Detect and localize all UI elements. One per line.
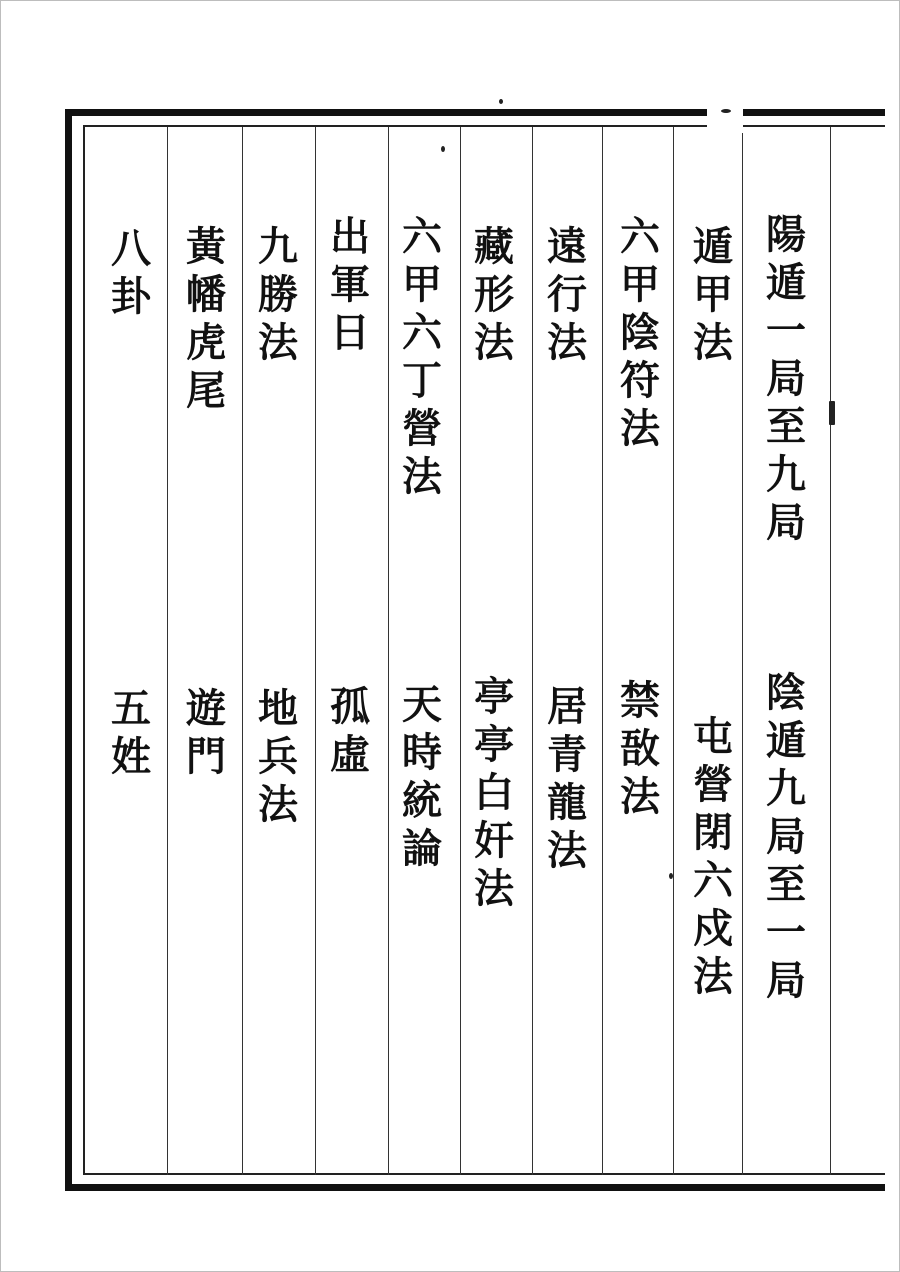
toc-character: 青	[547, 731, 587, 778]
column-divider	[830, 127, 831, 1175]
toc-column-7-bottom	[315, 683, 385, 779]
toc-character: 形	[474, 271, 514, 318]
toc-entry	[610, 677, 670, 821]
toc-character: 遁	[693, 223, 733, 270]
toc-character: 尾	[186, 367, 226, 414]
toc-character: 甲	[402, 261, 442, 308]
toc-entry	[756, 669, 816, 1005]
toc-character: 論	[402, 825, 442, 872]
toc-character: 白	[474, 769, 514, 816]
toc-character: 行	[547, 271, 587, 318]
toc-character: 日	[330, 309, 370, 356]
toc-entry	[392, 681, 452, 873]
ink-speck	[441, 146, 445, 152]
toc-character: 法	[620, 773, 660, 820]
toc-character: 天	[402, 681, 442, 728]
toc-character: 六	[402, 213, 442, 260]
toc-character: 九	[258, 223, 298, 270]
toc-character: 龍	[547, 779, 587, 826]
toc-character: 閉	[693, 809, 733, 856]
toc-character: 黃	[186, 223, 226, 270]
toc-entry	[101, 685, 161, 781]
toc-column-3-top	[605, 213, 675, 453]
column-divider	[602, 127, 603, 1175]
toc-column-2-top	[678, 223, 748, 367]
toc-column-3-bottom	[605, 677, 675, 821]
toc-character: 姓	[111, 733, 151, 780]
toc-column-7-top	[315, 213, 385, 357]
toc-entry	[320, 213, 380, 357]
toc-character: 局	[766, 957, 806, 1004]
toc-character: 軍	[330, 261, 370, 308]
toc-entry	[248, 685, 308, 829]
toc-character: 敔	[620, 725, 660, 772]
toc-character: 營	[402, 405, 442, 452]
toc-column-6-bottom	[387, 681, 457, 873]
toc-character: 陰	[620, 309, 660, 356]
toc-entry	[537, 223, 597, 367]
toc-entry	[101, 225, 161, 321]
toc-character: 陰	[766, 669, 806, 716]
toc-character: 虎	[186, 319, 226, 366]
toc-character: 幡	[186, 271, 226, 318]
toc-character: 法	[258, 319, 298, 366]
column-divider	[167, 127, 168, 1175]
toc-character: 六	[693, 857, 733, 904]
toc-character: 虛	[330, 731, 370, 778]
toc-column-8-top	[243, 223, 313, 367]
toc-character: 六	[402, 309, 442, 356]
toc-character: 遊	[186, 685, 226, 732]
toc-entry	[392, 213, 452, 501]
toc-entry	[683, 713, 743, 1001]
toc-character: 法	[620, 405, 660, 452]
toc-character: 至	[766, 403, 806, 450]
ink-speck	[499, 99, 503, 104]
toc-entry	[683, 223, 743, 367]
toc-column-5-top	[459, 223, 529, 367]
toc-character: 遠	[547, 223, 587, 270]
toc-entry	[176, 685, 236, 781]
toc-character: 九	[766, 451, 806, 498]
toc-character: 兵	[258, 733, 298, 780]
toc-character: 六	[620, 213, 660, 260]
toc-character: 局	[766, 499, 806, 546]
toc-column-6-top	[387, 213, 457, 501]
toc-column-1-bottom	[751, 669, 821, 1005]
ink-speck	[721, 109, 731, 113]
toc-column-2-bottom	[678, 713, 748, 1001]
toc-character: 地	[258, 685, 298, 732]
toc-character: 至	[766, 861, 806, 908]
toc-entry	[464, 673, 524, 913]
toc-character: 藏	[474, 223, 514, 270]
toc-character: 奸	[474, 817, 514, 864]
toc-entry	[610, 213, 670, 453]
toc-entry	[176, 223, 236, 415]
toc-character: 法	[547, 319, 587, 366]
toc-character: 卦	[111, 273, 151, 320]
toc-character: 法	[474, 865, 514, 912]
toc-character: 法	[402, 453, 442, 500]
toc-entry	[537, 683, 597, 875]
paper-blemish	[707, 97, 743, 133]
toc-character: 時	[402, 729, 442, 776]
toc-character: 法	[474, 319, 514, 366]
toc-character: 遁	[766, 259, 806, 306]
toc-character: 勝	[258, 271, 298, 318]
toc-character: 亭	[474, 721, 514, 768]
toc-column-5-bottom	[459, 673, 529, 913]
toc-character: 一	[766, 909, 806, 956]
ink-mark	[829, 401, 835, 425]
toc-character: 九	[766, 765, 806, 812]
toc-character: 丁	[402, 357, 442, 404]
toc-character: 局	[766, 813, 806, 860]
toc-character: 居	[547, 683, 587, 730]
toc-character: 甲	[693, 271, 733, 318]
toc-character: 甲	[620, 261, 660, 308]
toc-character: 五	[111, 685, 151, 732]
toc-character: 符	[620, 357, 660, 404]
toc-character: 屯	[693, 713, 733, 760]
toc-entry	[756, 211, 816, 547]
toc-character: 陽	[766, 211, 806, 258]
toc-character: 法	[693, 319, 733, 366]
toc-column-9-bottom	[171, 685, 241, 781]
toc-column-4-bottom	[532, 683, 602, 875]
toc-character: 戍	[693, 905, 733, 952]
toc-entry	[464, 223, 524, 367]
toc-character: 孤	[330, 683, 370, 730]
toc-character: 營	[693, 761, 733, 808]
toc-character: 法	[258, 781, 298, 828]
toc-column-8-bottom	[243, 685, 313, 829]
toc-entry	[320, 683, 380, 779]
toc-character: 法	[547, 827, 587, 874]
toc-column-1-top	[751, 211, 821, 547]
toc-column-10-top	[96, 225, 166, 321]
toc-character: 八	[111, 225, 151, 272]
toc-character: 出	[330, 213, 370, 260]
ink-speck	[669, 873, 673, 879]
toc-character: 一	[766, 307, 806, 354]
toc-character: 局	[766, 355, 806, 402]
toc-entry	[248, 223, 308, 367]
toc-column-10-bottom	[96, 685, 166, 781]
toc-character: 遁	[766, 717, 806, 764]
toc-column-9-top	[171, 223, 241, 415]
toc-character: 統	[402, 777, 442, 824]
toc-character: 門	[186, 733, 226, 780]
toc-character: 法	[693, 953, 733, 1000]
toc-column-4-top	[532, 223, 602, 367]
toc-character: 禁	[620, 677, 660, 724]
toc-character: 亭	[474, 673, 514, 720]
